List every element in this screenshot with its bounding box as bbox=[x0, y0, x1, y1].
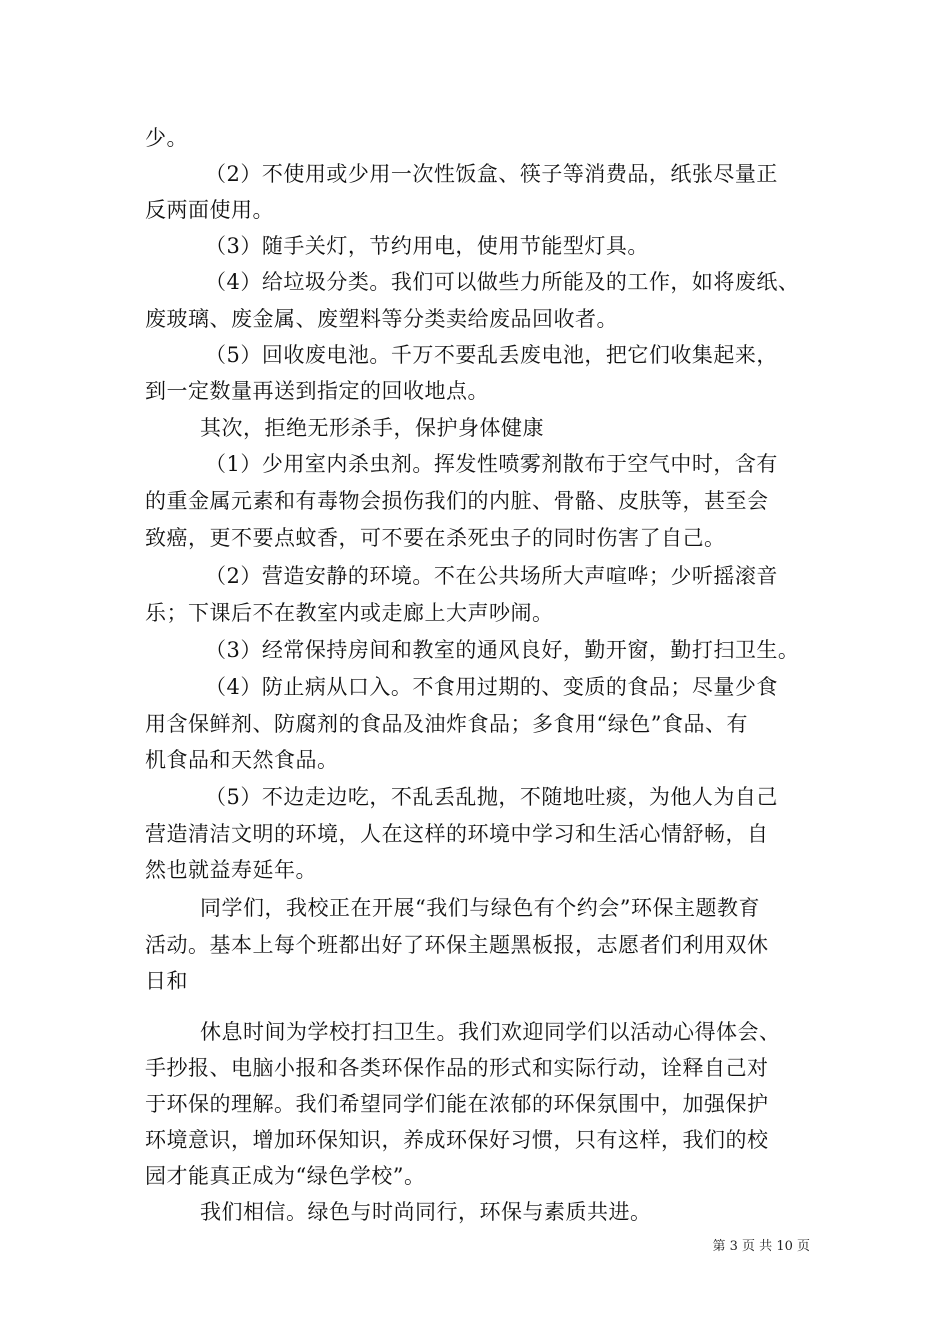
section-heading: 其次，拒绝无形杀手，保护身体健康 bbox=[200, 416, 544, 440]
text-line: （2）不使用或少用一次性饭盒、筷子等消费品，纸张尽量正 bbox=[205, 162, 778, 186]
text-line: 我们相信。绿色与时尚同行，环保与素质共进。 bbox=[200, 1200, 652, 1224]
text-line: （4）防止病从口入。不食用过期的、变质的食品；尽量少食 bbox=[205, 675, 778, 699]
text-line: 于环保的理解。我们希望同学们能在浓郁的环保氛围中，加强保护 bbox=[145, 1092, 769, 1116]
text-line: 反两面使用。 bbox=[145, 198, 274, 222]
text-line: 日和 bbox=[145, 969, 188, 993]
text-line: 乐；下课后不在教室内或走廊上大声吵闹。 bbox=[145, 601, 554, 625]
text-line: 少。 bbox=[145, 126, 188, 150]
text-line: （3）经常保持房间和教室的通风良好，勤开窗，勤打扫卫生。 bbox=[205, 638, 800, 662]
text-line: （4）给垃圾分类。我们可以做些力所能及的工作，如将废纸、 bbox=[205, 270, 800, 294]
text-line: （5）不边走边吃，不乱丢乱抛，不随地吐痰，为他人为自己 bbox=[205, 785, 778, 809]
text-line: 休息时间为学校打扫卫生。我们欢迎同学们以活动心得体会、 bbox=[200, 1020, 781, 1044]
text-line: （5）回收废电池。千万不要乱丢废电池，把它们收集起来， bbox=[205, 343, 778, 367]
text-line: 废玻璃、废金属、废塑料等分类卖给废品回收者。 bbox=[145, 307, 618, 331]
text-line: 活动。基本上每个班都出好了环保主题黑板报，志愿者们利用双休 bbox=[145, 933, 769, 957]
text-line: 手抄报、电脑小报和各类环保作品的形式和实际行动，诠释自己对 bbox=[145, 1056, 769, 1080]
text-line: （3）随手关灯，节约用电，使用节能型灯具。 bbox=[205, 234, 649, 258]
text-line: 环境意识，增加环保知识，养成环保好习惯，只有这样，我们的校 bbox=[145, 1128, 769, 1152]
text-line: （1）少用室内杀虫剂。挥发性喷雾剂散布于空气中时，含有 bbox=[205, 452, 778, 476]
text-line: 营造清洁文明的环境，人在这样的环境中学习和生活心情舒畅，自 bbox=[145, 822, 769, 846]
text-line: 然也就益寿延年。 bbox=[145, 858, 317, 882]
text-line: 用含保鲜剂、防腐剂的食品及油炸食品；多食用“绿色”食品、有 bbox=[145, 712, 748, 736]
text-line: 机食品和天然食品。 bbox=[145, 748, 339, 772]
text-line: 园才能真正成为“绿色学校”。 bbox=[145, 1164, 426, 1188]
page-number: 第 3 页 共 10 页 bbox=[712, 1239, 810, 1254]
text-line: 致癌，更不要点蚊香，可不要在杀死虫子的同时伤害了自己。 bbox=[145, 526, 726, 550]
text-line: （2）营造安静的环境。不在公共场所大声喧哗；少听摇滚音 bbox=[205, 564, 778, 588]
text-line: 的重金属元素和有毒物会损伤我们的内脏、骨骼、皮肤等，甚至会 bbox=[145, 489, 769, 513]
text-line: 到一定数量再送到指定的回收地点。 bbox=[145, 379, 489, 403]
text-line: 同学们，我校正在开展“我们与绿色有个约会”环保主题教育 bbox=[200, 896, 760, 920]
